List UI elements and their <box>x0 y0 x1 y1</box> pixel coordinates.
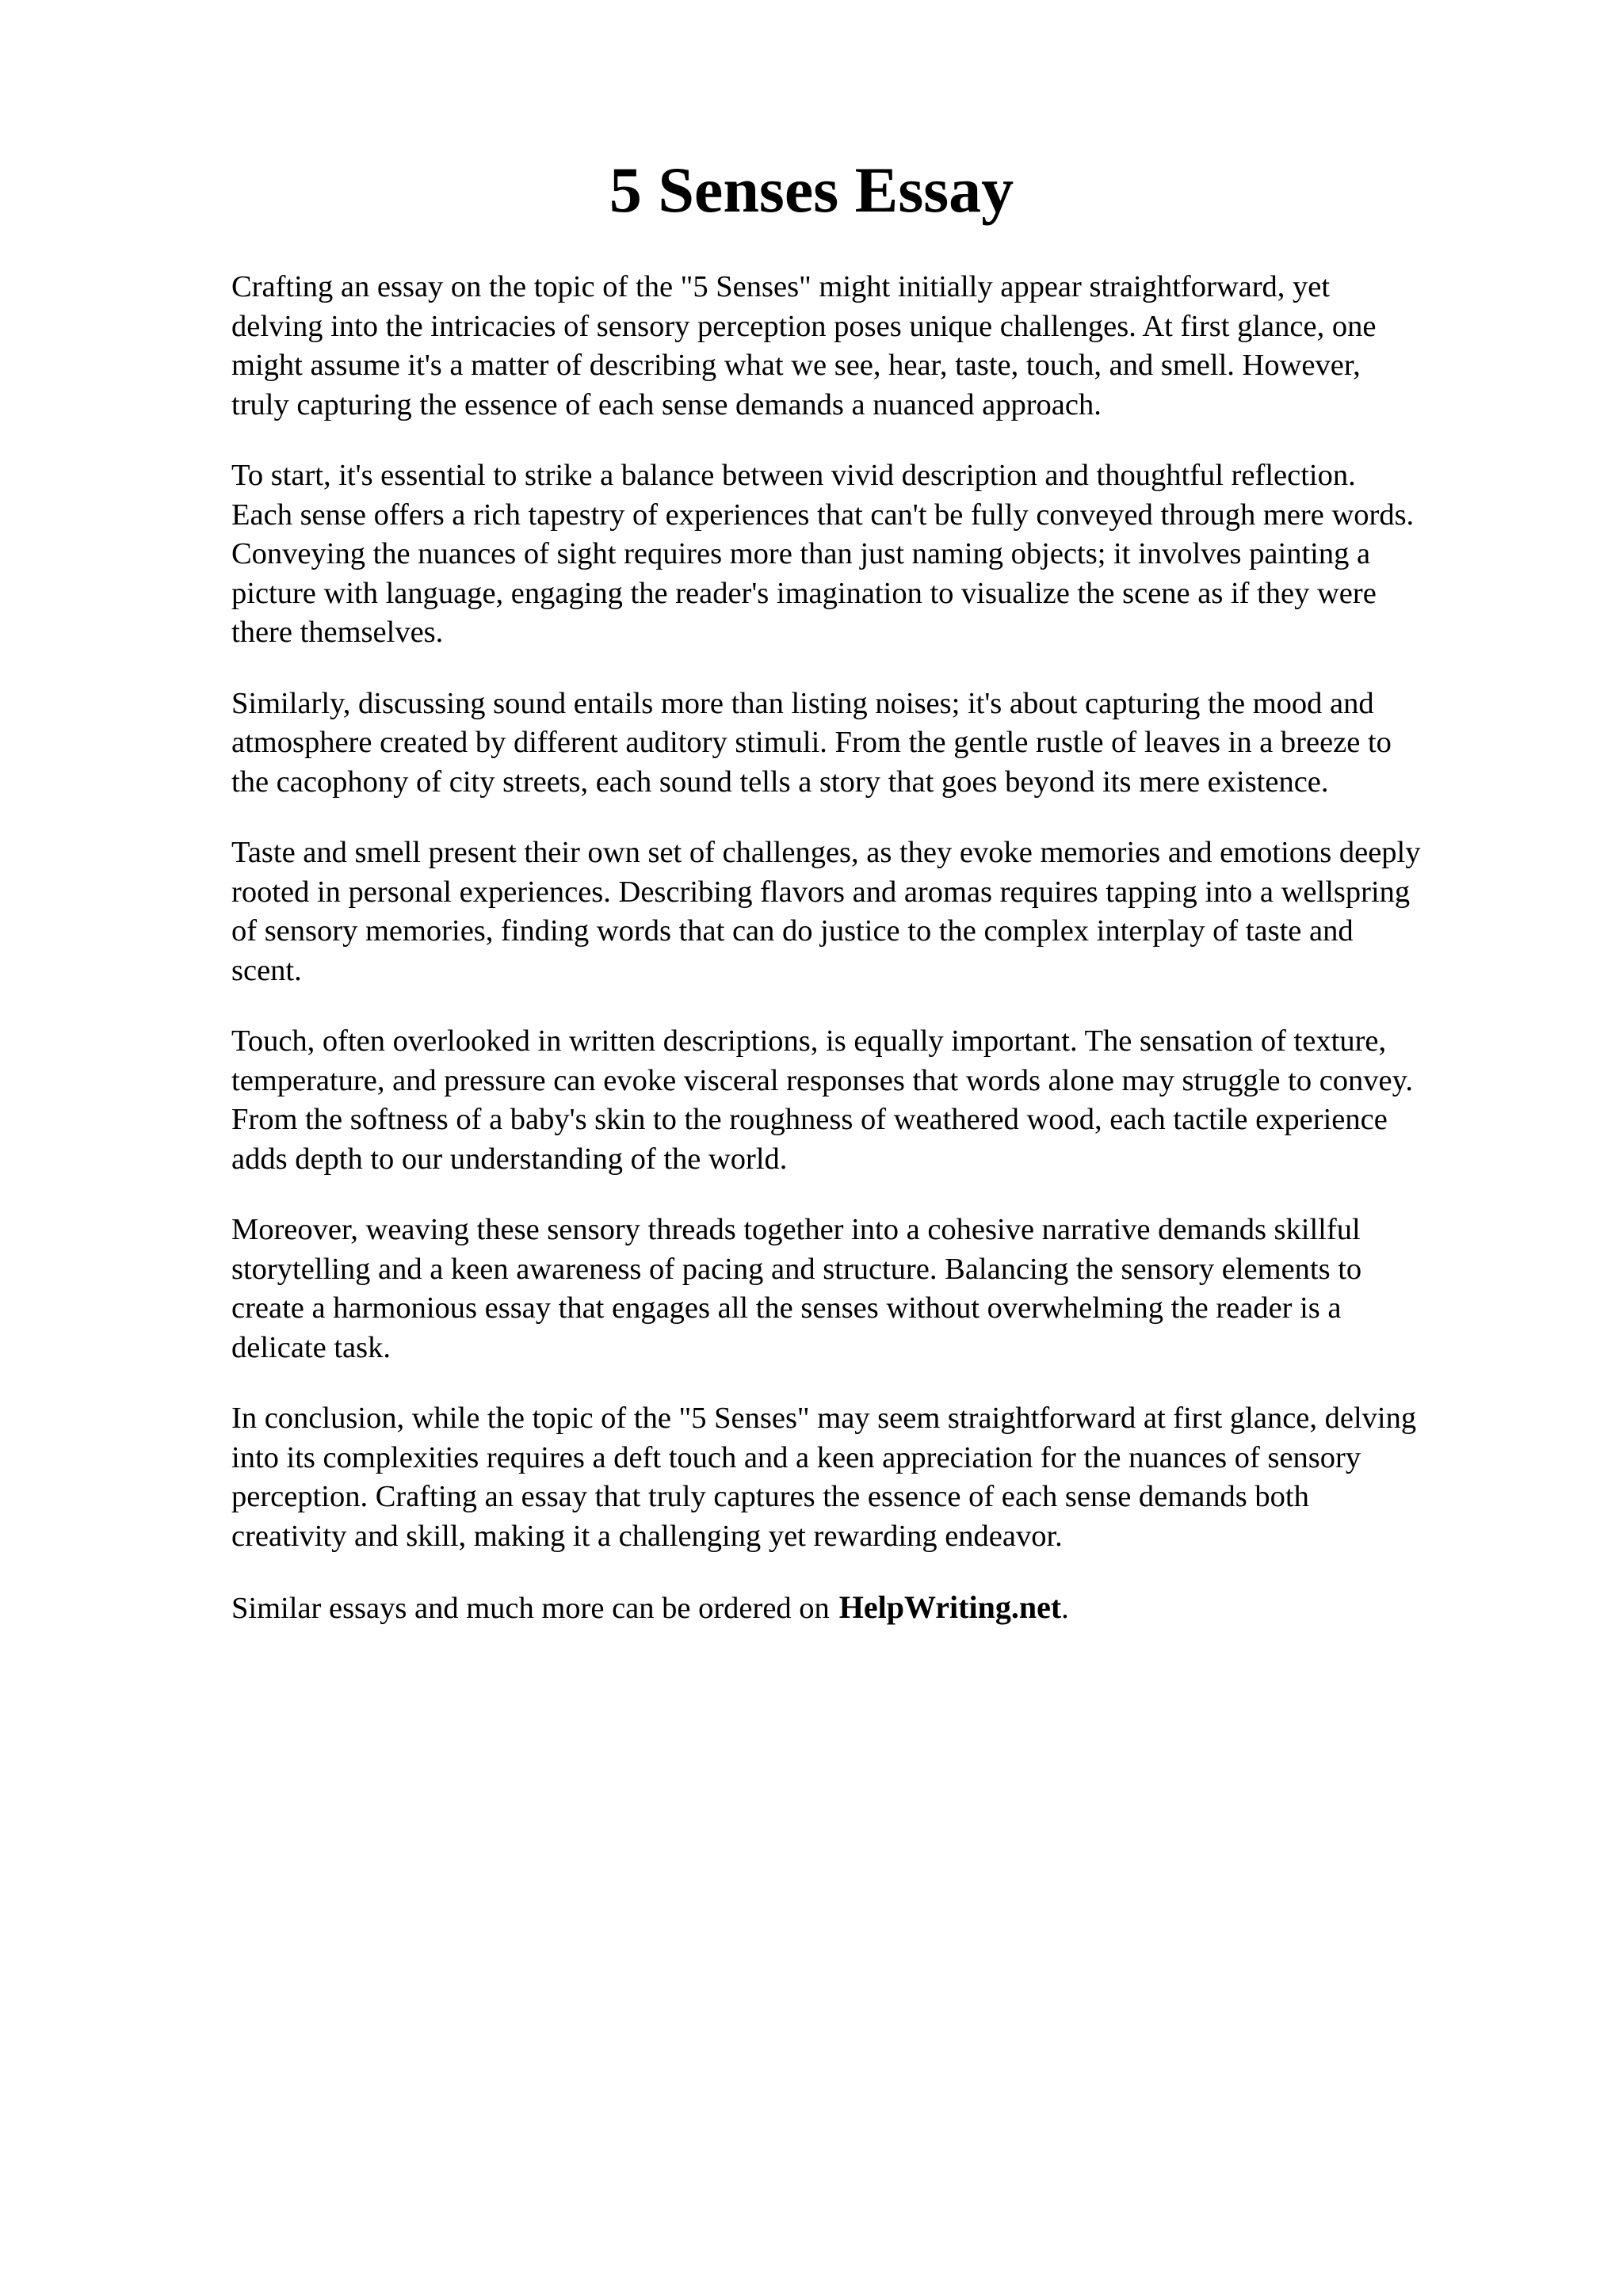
paragraph-2 <box>231 456 1531 653</box>
paragraph-4 <box>231 833 1531 990</box>
text-line: From the softness of a baby's skin to the roughness of weathered wood, each tactile experience <box>231 1103 1388 1136</box>
text-line: atmosphere created by different auditory stimuli. From the gentle rustle of leaves in a breeze to <box>231 726 1392 759</box>
text-line: into its complexities requires a deft touch and a keen appreciation for the nuances of sensory <box>231 1440 1361 1474</box>
text-line: perception. Crafting an essay that truly captures the essence of each sense demands both <box>231 1480 1309 1513</box>
paragraph-6 <box>231 1211 1531 1367</box>
paragraph-1 <box>231 268 1531 425</box>
text-line: storytelling and a keen awareness of pacing and structure. Balancing the sensory elements to <box>231 1252 1362 1286</box>
text-line: Crafting an essay on the topic of the "5 Senses" might initially appear straightforward, yet <box>231 270 1331 303</box>
paragraph-5 <box>231 1022 1531 1179</box>
text-line: truly capturing the essence of each sense demands a nuanced approach. <box>231 387 1102 421</box>
essay-body <box>231 268 1531 1629</box>
text-line: rooted in personal experiences. Describing flavors and aromas requires tapping into a wellspring <box>231 875 1411 909</box>
footer-note <box>231 1588 1531 1629</box>
text-line: delicate task. <box>231 1330 391 1364</box>
text-line: temperature, and pressure can evoke visceral responses that words alone may struggle to convey. <box>231 1063 1413 1097</box>
footer-prefix: Similar essays and much more can be ordered on <box>231 1592 830 1625</box>
text-line: Taste and smell present their own set of challenges, as they evoke memories and emotions deeply <box>231 836 1421 869</box>
text-line: creativity and skill, making it a challenging yet rewarding endeavor. <box>231 1519 1063 1553</box>
text-line: might assume it's a matter of describing what we see, hear, taste, touch, and smell. However, <box>231 349 1361 382</box>
text-line: create a harmonious essay that engages all the senses without overwhelming the reader is a <box>231 1291 1342 1325</box>
essay-title: 5 Senses Essay <box>609 154 1014 226</box>
text-line: Each sense offers a rich tapestry of experiences that can't be fully conveyed through mere words. <box>231 498 1415 532</box>
footer-suffix: . <box>1061 1592 1069 1625</box>
text-line: Similarly, discussing sound entails more than listing noises; it's about capturing the mood and <box>231 686 1374 720</box>
text-line: Moreover, weaving these sensory threads together into a cohesive narrative demands skillful <box>231 1213 1361 1246</box>
text-line: picture with language, engaging the reader's imagination to visualize the scene as if they were <box>231 576 1377 610</box>
text-line: delving into the intricacies of sensory perception poses unique challenges. At first glance, one <box>231 309 1377 343</box>
paragraph-7 <box>231 1399 1531 1556</box>
text-line: there themselves. <box>231 616 444 649</box>
helpwriting-link[interactable]: HelpWriting.net <box>838 1589 1062 1625</box>
text-line: of sensory memories, finding words that can do justice to the complex interplay of taste and <box>231 914 1354 948</box>
text-line: adds depth to our understanding of the world. <box>231 1142 788 1176</box>
paragraph-3 <box>231 685 1531 803</box>
text-line: scent. <box>231 953 302 987</box>
text-line: Conveying the nuances of sight requires more than just naming objects; it involves painting a <box>231 537 1371 570</box>
text-line: To start, it's essential to strike a balance between vivid description and thoughtful reflection. <box>231 459 1356 492</box>
text-line: In conclusion, while the topic of the "5 Senses" may seem straightforward at first glance, delving <box>231 1402 1417 1435</box>
text-line: Touch, often overlooked in written descriptions, is equally important. The sensation of texture, <box>231 1024 1387 1058</box>
text-line: the cacophony of city streets, each sound tells a story that goes beyond its mere existence. <box>231 765 1329 799</box>
